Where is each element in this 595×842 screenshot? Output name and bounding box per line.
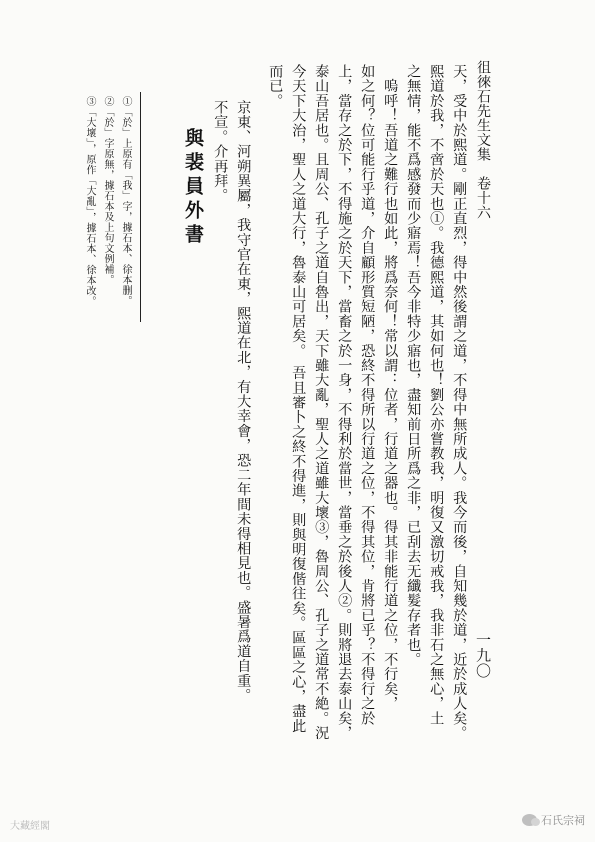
body-column: 上，當存之於下，不得施之於天下，當畜之於一身，不得利於當世，當垂之於後人②。則將退去泰山矣，	[336, 64, 353, 741]
letter-line: 京東、河朔異屬，我守官在東，熙道在北，有大幸會，恐二年間未得相見也。盛暑爲道自重。	[235, 100, 252, 703]
watermark-left	[10, 817, 50, 832]
body-column: 熙道於我，不啻於天也①。我德熙道，其如何也！劉公亦嘗教我，明復又激切戒我，我非石之無心，土	[428, 64, 445, 726]
body-column: 泰山吾居也。且周公、孔子之道自魯出，天下雖大亂，聖人之道雖大壞③，魯周公、孔子之道常不絶。況	[313, 64, 330, 741]
body-column: 嗚呼！吾道之難行也如此，將爲奈何！常以謂：位者，行道之器也。得其非能行道之位，不行矣，	[382, 64, 399, 711]
letter-title: 與裴員外書	[182, 128, 204, 248]
watermark-right	[522, 812, 585, 828]
footnote: ②「於」字原無，據石本及上句文例補。	[102, 96, 113, 285]
body-column: 今天下大治，聖人之道大行，魯泰山可居矣。 吾且審卜之終不得進，則與明復偕往矣。區區之心，盡此	[290, 64, 307, 734]
watermark-left-text: 大藏經閣	[10, 821, 50, 832]
watermark-right-text: 石氏宗祠	[541, 814, 585, 827]
notes-divider	[140, 92, 141, 322]
page-number: 一九〇	[474, 632, 492, 679]
body-column: 如之何？位可能行乎道，介自顧形質短陋，恐終不得所以行道之位，不得其位，肯將已乎？不得行之於	[359, 64, 376, 726]
body-column: 而已。	[267, 64, 284, 109]
footnote: ①「於」上原有「我」字，據石本、徐本删。	[120, 96, 131, 306]
footnote: ③「大壞」，原作「大亂」，據石本、徐本改。	[84, 96, 95, 307]
letter-line: 不宣。介再拜。	[212, 100, 229, 203]
body-column: 之無情，能不爲感發而少寤焉！吾今非特少寤也，盡知前日所爲之非，已刮去无纖髮存者也。	[405, 64, 422, 667]
wechat-icon	[522, 814, 537, 826]
body-column: 天，受中於熙道。剛正直烈，得中然後謂之道，不得中無所成人。我今而後，自知幾於道，近於成人矣。	[451, 64, 468, 741]
running-header: 徂徠石先生文集 卷十六	[475, 60, 491, 220]
